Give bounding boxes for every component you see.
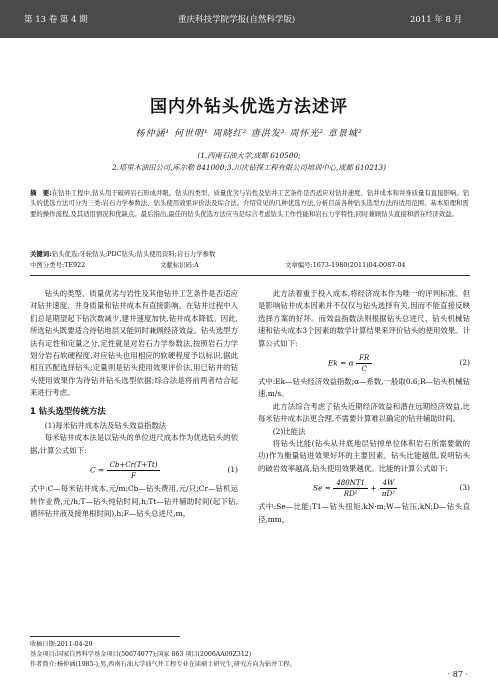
keywords-text: 钻头优选;牙轮钻头;PDC钻头;钻头使用资料;岩石力学参数: [51, 250, 216, 258]
eq3-explanation: 式中:Se—比能;T1—钻头扭矩,kN·m;W—钻压,kN;D—钻头直径,mm。: [258, 502, 470, 524]
affiliation-2: 2.塔里木油田公司,库尔勒 841000;3.川庆钻探工程有限公司培训中心,成都 610213): [112, 163, 386, 172]
header-volume: 第 13 卷 第 4 期: [24, 15, 88, 25]
abstract-divider: [30, 275, 470, 276]
eq3-numerator-2: 4W: [380, 478, 398, 489]
eq2-explanation: 式中:Ek—钻头经济效益指数;α—系数,一般取0.6;R—钻头机械钻速,m/s。: [258, 377, 470, 399]
eq2-fraction: [356, 353, 372, 374]
subheading-2: (2)比能法: [272, 426, 306, 436]
eq3-fraction-2: [379, 478, 398, 499]
equation-3: Se = $\frac{480NT1}{\text{RD²}}$ + $\frac{4W}{\text{πD²}}$ (3): [313, 478, 470, 498]
abstract-label: 摘 要:: [30, 189, 52, 197]
page-number: · 87 ·: [447, 670, 468, 679]
eq3-denominator-1: RD²: [343, 489, 358, 498]
method1-commentary: 此方法着重于投入成本,将经济成本作为唯一的评判标准。但是影响钻井成本因素并不仅仅与钻头选择有关,因而不能直接反映选择方案的好坏。而效益指数法则根据钻头总进尺、钻头机械钻速和钻头成本3个因素的数学计算结果来评价钻头的使用效果。计算公式如下:: [258, 289, 470, 348]
intro-paragraph: 钻头的类型、质量优劣与岩性及其他钻井工艺条件是否适应对钻井速度、井身质量和钻井成本有直接影响。在钻井过程中人们总是期望起下钻次数减少,建井速度加快,钻井成本降低。因此,所选钻头既要适合待钻地层又能同时兼顾经济效益。钻头选型方法有定性和定量之分,定性就是对岩石力学参数法,按照岩石力学划分岩石软硬程度,对应钻头也用相应的软硬程度予以标识,据此相互匹配选择钻头;定量则是钻头使用效果评价法,用已钻井的钻头使用效果作为待钻井钻头选型依据;综合法是将前两者结合起来进行考虑。: [30, 289, 238, 398]
method1-evaluation: 此方法综合考虑了钻头近期经济效益和潜在远期经济效益,比每米钻井成本法更合理,不需要计算难以确定的钻井辅助时间。: [258, 401, 470, 424]
abstract: [30, 188, 470, 219]
keywords: [30, 249, 470, 259]
footnote-divider: [30, 636, 180, 637]
header-journal: 重庆科技学院学报(自然科学版): [178, 15, 296, 25]
eq2-lhs: Ek = α: [328, 358, 354, 368]
article-title: 国内外钻头优选方法述评: [150, 97, 348, 117]
section-heading-1: 1 钻头选型传统方法: [30, 405, 106, 416]
author-list: 杨仲涵¹ 何世明¹ 周晓红² 唐洪发³ 周怀光² 章景城²: [135, 129, 363, 139]
specific-energy-paragraph: 将钻头比能(钻头从井底地层钻掉单位体积岩石所需要做的功)作为衡量钻进效果好坏的主要因素。钻头比能越低,说明钻头的破岩效率越高,钻头使用效果越优。比能的计算公式如下:: [258, 439, 470, 473]
keywords-label: 关键词:: [30, 250, 52, 258]
classification-line: [30, 260, 470, 270]
subheading-1: (1)每米钻井成本法及钻头效益指数法: [44, 421, 167, 431]
journal-header: [0, 0, 498, 38]
received-date: 收稿日期:2011-04-29: [30, 641, 93, 648]
eq1-numerator: Cb+Cr(T+Tt): [107, 460, 161, 471]
left-column: [30, 288, 238, 521]
right-column: [258, 288, 470, 526]
document-code: 文献标识码:A: [160, 261, 199, 269]
equation-2: [258, 350, 470, 376]
eq1-fraction: [107, 460, 161, 481]
eq1-lhs: C =: [90, 465, 105, 475]
eq3-lhs: Se =: [313, 483, 331, 493]
article-number: 文章编号:1673-1980(2011)04-0087-04: [285, 261, 406, 269]
eq3-number: (3): [459, 483, 470, 493]
abstract-text: 在钻井工程中,钻头用于破碎岩石形成井眼。钻头的类型、质量优劣与岩性及钻井工艺条件是否适应对钻井速度、钻井成本和井身质量有直接影响。钻头的优选方法可分为三类:岩石力学参数法、钻头使用效果评价法及综合法。介绍常见的几种优选方法,分析目前各种钻头选型方法的适用范围、基本原理和需要的操作流程,及其适用情况和优缺点。最后指出,最佳的钻头优选方法应当是综合考虑钻头工作性能和岩石力学特性,同时兼顾钻头直接和潜在经济效益。: [30, 189, 470, 218]
equation-1: [30, 457, 238, 483]
eq3-numerator-1: 480NT1: [333, 478, 368, 489]
eq2-numerator: FR: [356, 353, 372, 364]
eq3-denominator-2: πD²: [381, 489, 395, 498]
eq3-fraction-1: [333, 478, 368, 499]
eq2-denominator: C: [361, 364, 367, 373]
header-date: 2011 年 8 月: [410, 15, 463, 25]
affiliation-1: (1.西南石油大学,成都 610500;: [197, 151, 301, 160]
method1-paragraph: 每米钻井成本法是以钻头的单位进尺成本作为优选钻头的依据,计算公式如下:: [30, 433, 238, 455]
eq1-explanation: 式中:C—每米钻井成本,元/m;Cb—钻头费用,元/只;Cr—钻机运转作业费,元/h;T—钻头纯钻时间,h;Tt—钻井辅助时间(起下钻,循环钻井液及接单根时间),h;F—钻头总进尺,m。: [30, 484, 238, 519]
fund-info: 基金项目:国家自然科学基金项目(50674077);国家 863 项目(2006AA09Z312): [30, 651, 252, 658]
eq1-number: (1): [227, 465, 238, 475]
eq1-denominator: F: [131, 471, 136, 480]
author-bio: 作者简介:杨仲涵(1985-),男,西南石油大学油气井工程专业在读硕士研究生,研究方向为钻井工程。: [30, 661, 296, 668]
clc-number: 中图分类号:TE922: [30, 261, 86, 269]
eq2-number: (2): [459, 357, 470, 367]
